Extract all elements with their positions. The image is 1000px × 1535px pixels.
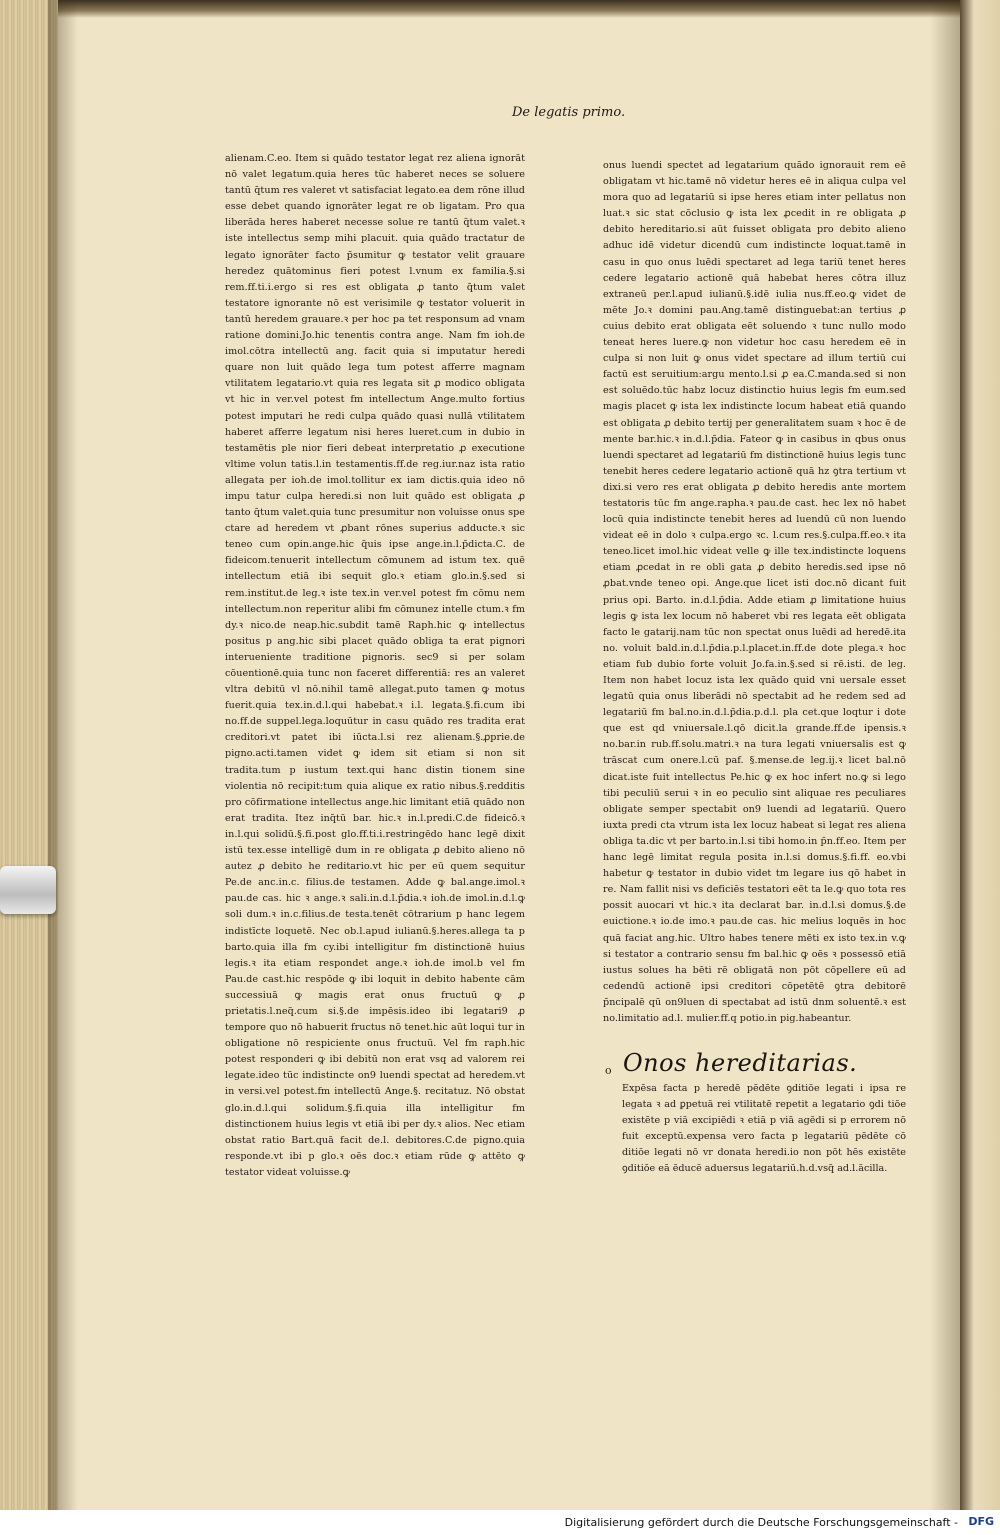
right-gutter-shadow: [930, 0, 962, 1510]
text-column-right: [603, 158, 906, 1198]
running-head: De legatis primo.: [512, 105, 626, 120]
top-shadow: [0, 0, 1000, 18]
gutter-shadow: [48, 0, 78, 1510]
footer-credit: Digitalisierung gefördert durch die Deutsche Forschungsgemeinschaft -: [564, 1516, 958, 1529]
section-title: Onos hereditarias.: [623, 1049, 858, 1077]
page-clip: [0, 866, 56, 914]
right-column-text: onus luendi spectet ad legatarium quādo ignorauit rem eē obligatam vt hic.tamē nō videtur heres eē in aliqua culpa vel mora quo ad legatariū si ipse heres etiam inter pellatus non luat.ꝛ sic stat cōclusio ꝙ ista lex ꝓcedit in re obligata ꝓ debito hereditario.si aūt fuisset obligata pro debito alieno adhuc idē videtur dicendū cum indistincte loquat.tamē in casu in quo onus luēdi spectaret ad lega tariū tenet heres cedere legatario actionē quā habebat heres cōtra illuz extraneū per.l.apud iulianū.§.idē iulia nus.ff.eo.ꝙ videt de mēte Jo.ꝛ domini pau.Ang.tamē distinguebat:an tertius ꝓ cuius debito erat obligata eēt soluendo ꝛ tunc nullo modo teneat heres luere.ꝙ non videtur hoc casu heredem eē in culpa si non luit ꝙ onus videt spectare ad illum tertiū cui factū est seruitium:argu mento.l.si ꝓ ea.C.manda.sed si non est soluēdo.tūc habz locuz distinctio huius legis fm eum.sed magis placet ꝙ ista lex indistincte locum habeat etiā quando est obligata ꝓ debito tertij per generalitatem suam ꝛ hoc ē de mente bar.hic.ꝛ in.d.l.p̄dia. Fateor ꝙ in casibus in qbus onus luendi spectaret ad legatariū fm distinctionē huius legis tunc tenebit heres cedere legatario actionē quā hz ꝯtra tertium vt dixi.si vero res erat obligata ꝓ debito heredis ante mortem testatoris tūc fm ange.rapha.ꝛ pau.de cast. hec lex nō habet locū quia indistincte tenebit heres ad luendū cū non luendo videat eē in dolo ꝛ culpa.ergo ꝛc. l.cum res.§.culpa.ff.eo.ꝛ ita teneo.licet imol.hic videat velle ꝙ ille tex.indistincte loquens etiam ꝓcedat in re obli gata ꝓ debito heredis.sed ipse nō ꝓbat.vnde teneo opi. Ange.que licet isti doc.nō dicant fuit prius opi. Barto. in.d.l.p̄dia. Adde etiam ꝓ limitatione huius legis ꝙ ista lex locum nō haberet vbi res legata eēt obligata facto le gatarij.nam tūc non spectat onus luēdi ad heredē.ita no. voluit bald.in.d.l.p̄dia.p.l.placet.in.ff.de dote plega.ꝛ hoc etiam fub dubio forte voluit Jo.fa.in.§.sed si rē.isti. de leg. Item non habet locuz ista lex quādo quid vni uersale esset legatū quia onus liberādi nō spectabit ad he redem sed ad legatariū fm bal.no.in.d.l.p̄dia.p.d.l. pla cet.que loqtur i dote que est qd vniuersale.l.qō dicit.la grande.ff.de ipensis.ꝛ no.bar.in rub.ff.solu.matri.ꝛ na tura legati vniuersalis est ꝙ trāscat cum onere.l.cū paf. §.mense.de leg.ij.ꝛ licet bal.nō dicat.iste fuit intellectus Pe.hic ꝙ ex hoc infert no.ꝙ si lego tibi peculiū serui ꝛ in eo peculio sint aliquae res peculiares obligate semper spectabit on9 luendi ad legatariū. Quero iuxta predi cta vtrum ista lex locuz habeat si legat res aliena obliga ta.dic vt per barto.in.l.si tibi homo.in p̄n.ff.eo. Item per hanc legē limitat regula posita in.l.si domus.§.fi.ff. eo.vbi habetur ꝙ testator in dubio videt tm legare ius qō habet in re. Nam fallit nisi vs deficiēs testatori eēt ta le.ꝙ quo tota res possit auocari vt hic.ꝛ ita declarat bar. in.d.l.si domus.§.de euictione.ꝛ io.de imo.ꝛ pau.de cas. hic melius loquēs in hoc quā faciat ang.hic. Ultro habes tenere mēti ex isto tex.in v.ꝙ si testator a contrario sensu fm bal.hic ꝙ oēs ꝛ possessō etiā iustus solues ha bēti rē obligatā non pōt cōpellere eū ad cedendū actionē ipsi creditori cōpetētē ꝯtra debitorē p̄ncipalē qū on9luen di spectabat ad istū dnm soluentē.ꝛ est no.limitatio ad.l. mulier.ff.q potio.in pig.habeantur.: [603, 160, 906, 1024]
left-column-text: alienam.C.eo. Item si quādo testator legat rez aliena ignorāt nō valet legatum.quia heres tūc haberet neces se soluere tantū q̄tum res valeret vt satisfaciat legato.ea dem rōne illud esse debet quando ignorāter legat re ob ligatam. Pro qua liberāda heres haberet necesse solue re tantū q̄tum valet.ꝛ iste intellectus semp mihi placuit. quia quādo tractatur de legato ignorāter facto p̄sumitur ꝙ testator velit grauare heredez quātominus fieri potest l.vnum ex familia.§.si rem.ff.ti.i.ergo si res est obligata ꝓ tanto q̄tum valet testatore ignorante nō est verisimile ꝙ testator voluerit in tantū heredem grauare.ꝛ per hoc pa tet responsum ad vnam ratione domini.Jo.hic tenentis contra ange. Nam fm ioh.de imol.cōtra intellectū ang. facit quia si imputatur heredi quare non luit quādo lega tum potest afferre magnam vtilitatem legatario.vt quia res legata sit ꝓ modico obligata vt hic in ver.vel potest fm intellectum Ange.multo fortius potest imputari he redi culpa quādo quasi nullā vtilitatem haberet afferre legatum nisi heres lueret.cum in dubio in testamētis ple nior fieri debeat interpretatio ꝓ executione vltime volun tatis.l.in testamentis.ff.de reg.iur.naz ista ratio allegata per ioh.de imol.tollitur ex iam dictis.quia ideo nō impu tatur culpa heredi.si non luit quādo est obligata ꝓ tanto q̄tum valet.quia tunc presumitur non voluisse onus spe ctare ad heredem vt ꝓbant rōnes superius adducte.ꝛ sic teneo cum opin.ange.hic q̄uis ipse ange.in.l.p̄dicta.C. de fideicom.tenuerit intellectum cōmunem ad istum tex. quē intellectum etiā ibi sequit glo.ꝛ etiam glo.in.§.sed si rem.institut.de leg.ꝛ iste tex.in ver.vel potest fm cōmu nem intellectum.non reperitur alibi fm cōmunez intelle ctum.ꝛ fm dy.ꝛ nico.de neap.hic.subdit tamē Raph.hic ꝙ intellectus positus p ang.hic sibi placet quādo obliga ta erat pignori interueniente traditione pignoris. sec9 si per solam cōuentionē.quia tunc non faceret differentiā: res an valeret vltra debitū vl nō.nihil tamē allegat.puto tamen ꝙ motus fuerit.quia tex.in.d.l.qui habebat.ꝛ i.l. legata.§.fi.cum ibi no.ff.de suppel.lega.loquūtur in casu quādo res tradita erat creditori.vt patet ibi iūcta.l.si rez alienam.§.ꝓprie.de pigno.acti.tamen videt ꝙ idem sit etiam si non sit tradita.tum p iustum text.qui hanc distin tionem sine violentia nō recipit:tum quia alique ex ratio nibus.§.redditis pro cōfirmatione intellectus ange.hic limitant etiā quādo non erat tradita. Itez inq̄tū bar. hic.ꝛ in.l.predi.C.de fideicō.ꝛ in.l.qui solidū.§.fi.post glo.ff.ti.i.restringēdo hanc legē dixit istū tex.esse intelligē dum in re obligata ꝓ debito alieno nō autez ꝓ debito he reditario.vt hic per eū quem sequitur Pe.de anc.in.c. filius.de testamen. Adde ꝙ bal.ange.imol.ꝛ pau.de cas. hic ꝛ ange.ꝛ sali.in.d.l.p̄dia.ꝛ ioh.de imol.in.d.l.ꝙ soli dum.ꝛ in.c.filius.de testa.tenēt cōtrarium p hanc legem indistīcte loquetē. Nec ob.l.apud iulianū.§.heres.allega ta p barto.quia illa fm cy.ibi intelligitur fm distinctionē huius legis.ꝛ ita etiam respondet ange.ꝛ ioh.de imol.b vel fm Pau.de cast.hic respōde ꝙ ibi loquit in debito habente cām successiuā ꝙ magis erat onus fructuū ꝙ ꝓ prietatis.l.neq̃.cum si.§.de impēsis.ideo ibi legatari9 ꝓ tempore quo nō habuerit fructus nō tenet.hic aūt loqui tur in obligatione nō respiciente onus fructuū. Vel fm raph.hic potest responderi ꝙ ibi debitū non erat vsq ad valorem rei legate.ideo tūc indistincte on9 luendi spectat ad heredem.vt in versi.vel potest.fm intellectū Ange.§. recitatuz. Nō obstat glo.in.d.l.qui solidum.§.fi.quia illa intelligitur fm distinctionem huius legis vt etiā ibi per dy.ꝛ alios. Nec etiam obstat ratio Bart.quā facit de.l. debitores.C.de pigno.quia responde.vt ibi p glo.ꝛ oēs doc.ꝛ etiam rūde ꝙ attēto ꝙ testator videat voluisse.ꝙ: [225, 153, 525, 1178]
section-body: Expēsa facta p heredē pēdēte ꝯditiōe legati i ipsa re legata ꝛ ad ꝑpetuā rei vtilitatē repetit a legatario ꝯdi tiōe existēte p viā excipiēdi ꝛ etiā p viā agēdi si p errorem nō fuit exceptū.expensa vero facta p legatariū pēdēte cō ditiōe legati nō vr donata heredi.io non pōt hēs existēte ꝯditiōe eā ēducē aduersus legatariū.h.d.vsq̃ ad.l.ācilla.: [622, 1083, 906, 1175]
dfg-logo-icon: DFG: [968, 1515, 994, 1528]
section-marker: o: [605, 1064, 612, 1077]
facing-page-edge: [960, 0, 1000, 1510]
digitization-footer: [0, 1510, 1000, 1535]
text-column-left: [225, 151, 525, 1221]
